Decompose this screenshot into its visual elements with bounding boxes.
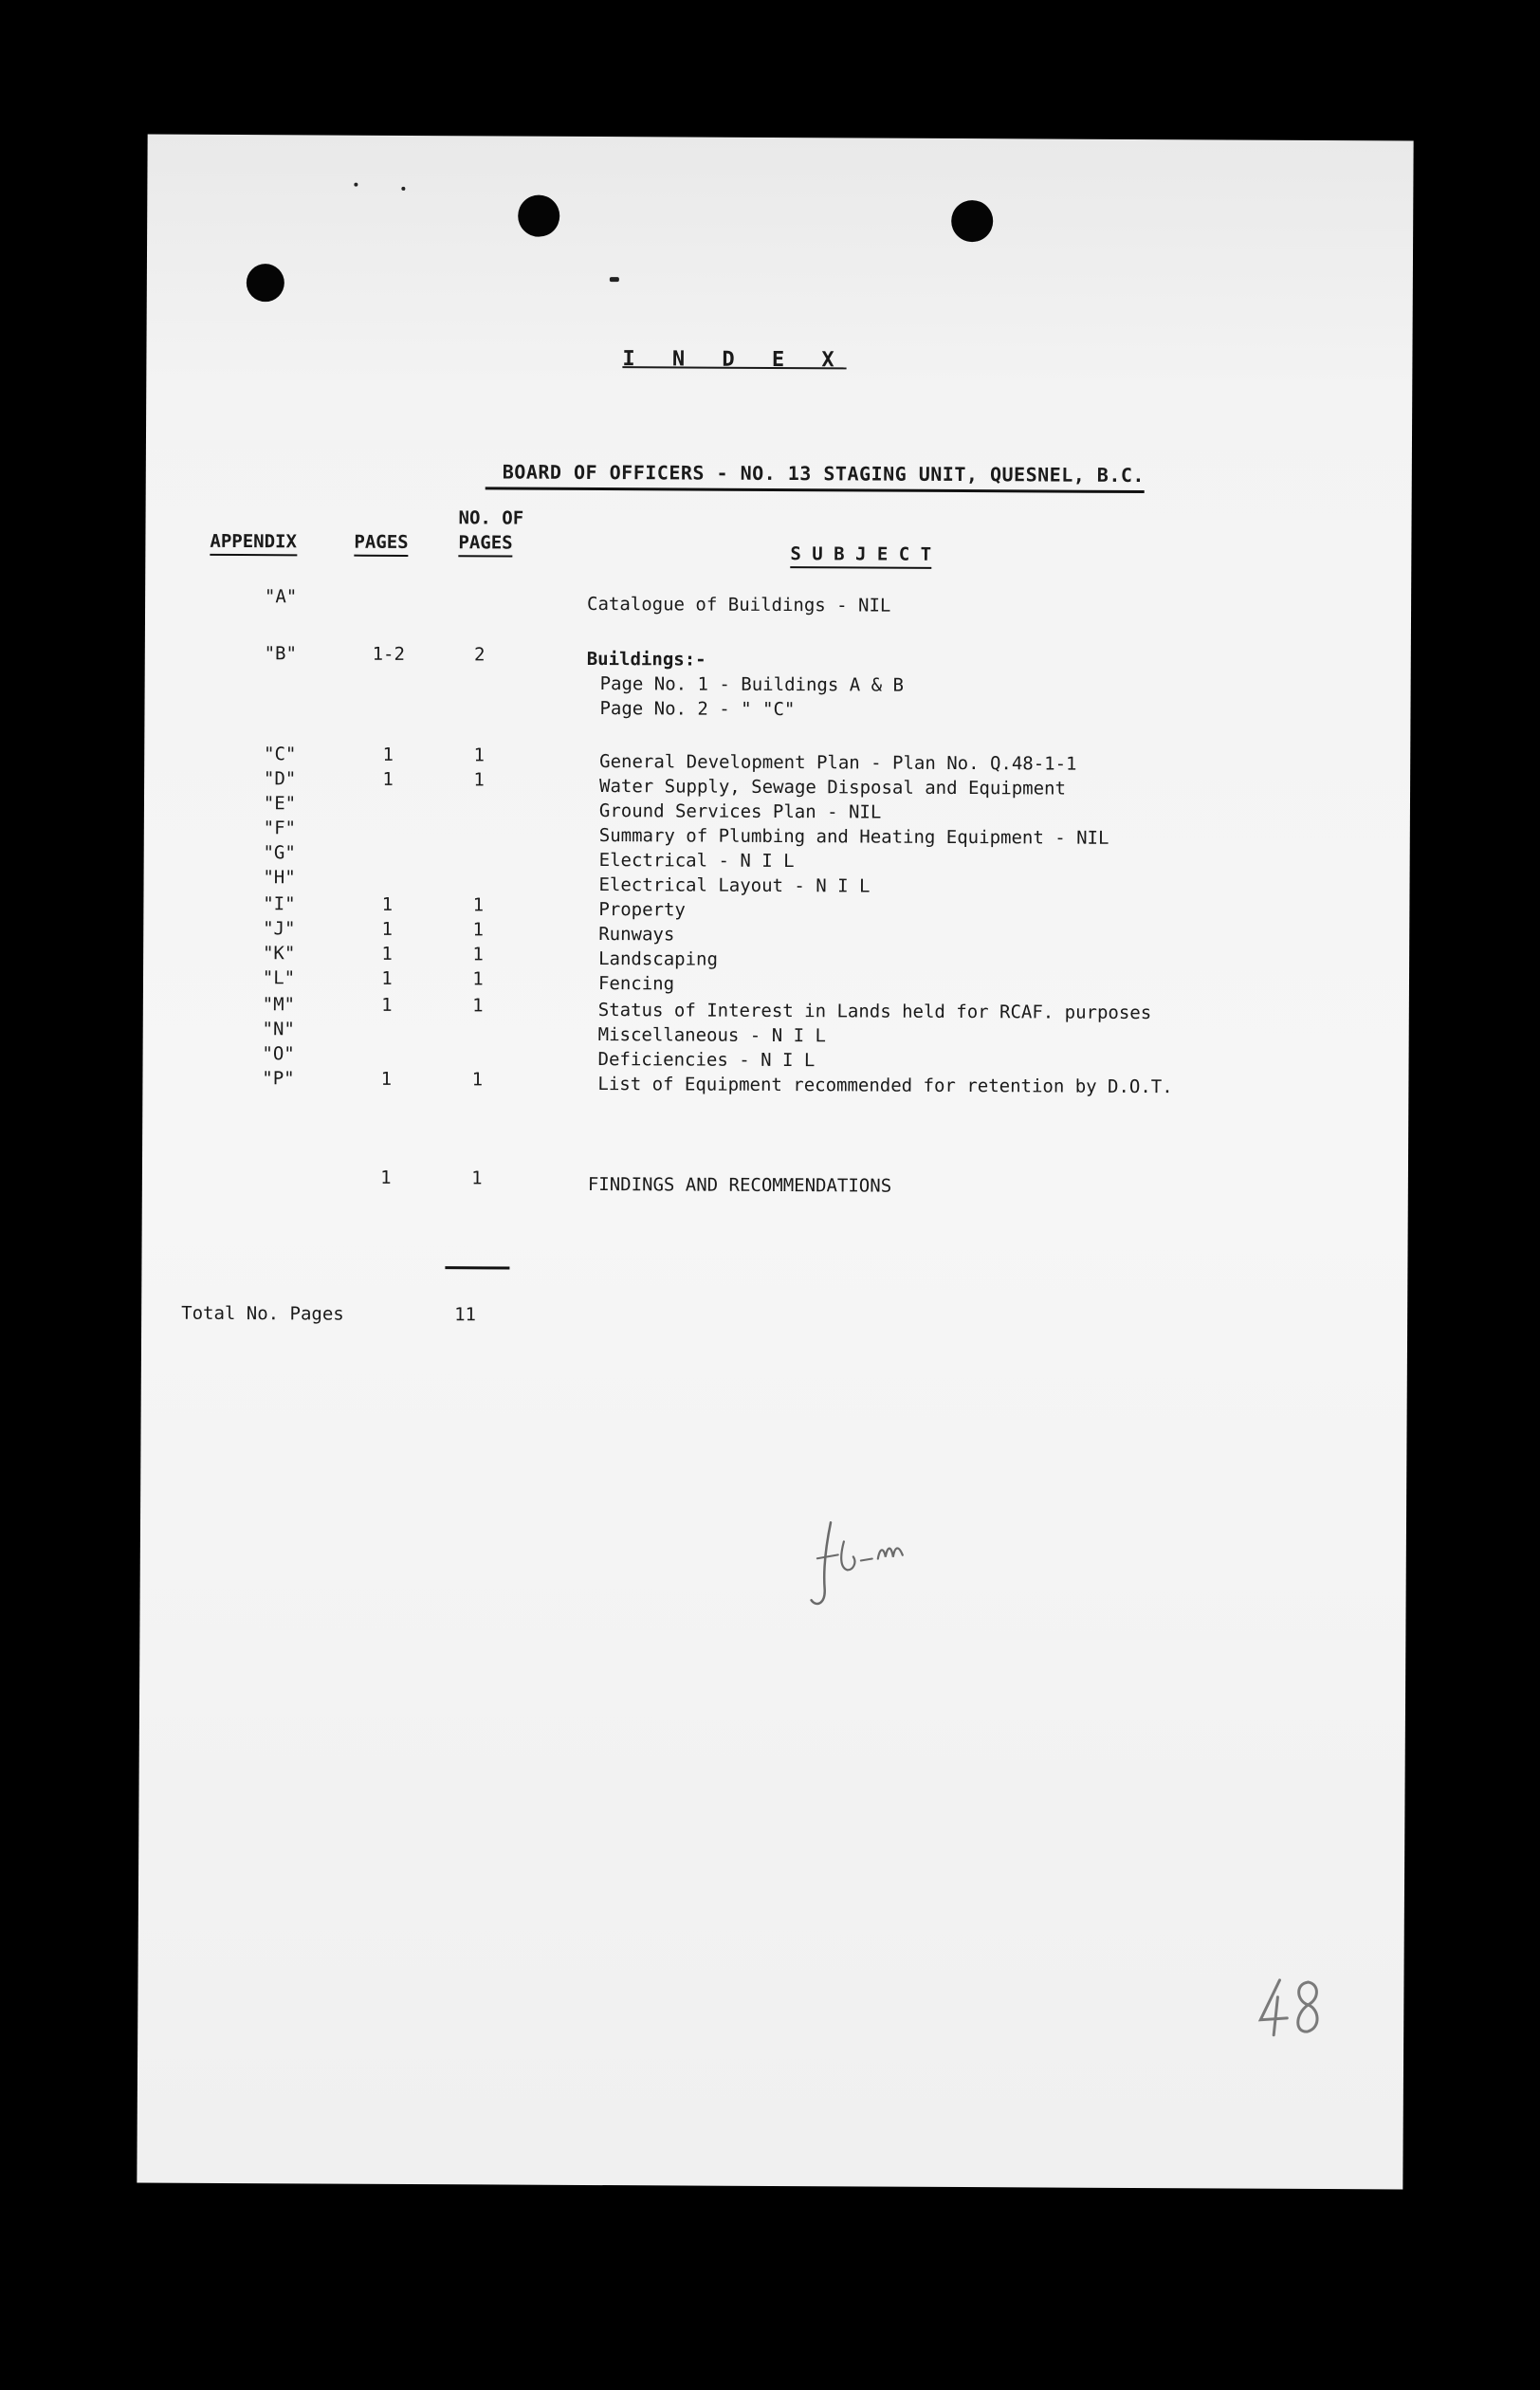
row-appendix: "F"	[263, 818, 297, 839]
row-no-pages: 1	[471, 1167, 483, 1189]
row-subject: Miscellaneous - N I L	[597, 1024, 826, 1047]
row-subject: Electrical Layout - N I L	[598, 874, 871, 897]
row-appendix: "I"	[263, 893, 296, 915]
header-pages: PAGES	[354, 532, 408, 557]
row-subject: Fencing	[597, 973, 675, 995]
punch-hole	[951, 200, 993, 242]
row-pages: 1	[380, 1068, 393, 1090]
row-subject: Ground Services Plan - NIL	[598, 800, 882, 823]
row-pages: 1	[381, 994, 393, 1016]
row-appendix: "H"	[263, 867, 296, 889]
row-no-pages: 1	[472, 995, 484, 1017]
row-subject: Property	[598, 899, 686, 921]
row-no-pages: 1	[471, 1069, 484, 1091]
row-pages: 1	[381, 967, 393, 989]
row-appendix: "M"	[262, 994, 296, 1016]
row-no-pages: 1	[472, 968, 484, 990]
row-pages: 1	[381, 893, 394, 915]
total-label: Total No. Pages	[181, 1302, 344, 1325]
punch-hole	[247, 264, 284, 302]
row-appendix: "K"	[262, 943, 296, 965]
row-subject: Water Supply, Sewage Disposal and Equipment	[599, 776, 1067, 800]
handwritten-page-number	[1253, 1973, 1329, 2049]
row-subject: FINDINGS AND RECOMMENDATIONS	[587, 1173, 892, 1197]
board-heading: BOARD OF OFFICERS - NO. 13 STAGING UNIT, QUESNEL, B.C.	[486, 460, 1145, 493]
header-no-pages: PAGES	[458, 532, 512, 557]
row-appendix: "E"	[263, 793, 297, 815]
ink-speck	[610, 277, 619, 282]
row-appendix: "B"	[264, 643, 298, 665]
row-subject: Deficiencies - N I L	[597, 1049, 816, 1072]
row-appendix: "O"	[262, 1043, 295, 1065]
total-value: 11	[454, 1304, 477, 1326]
row-pages: 1	[381, 943, 393, 965]
header-appendix: APPENDIX	[210, 531, 297, 556]
row-subject: List of Equipment recommended for retention by D.O.T.	[597, 1074, 1173, 1098]
row-pages: 1	[382, 768, 394, 790]
row-appendix: "P"	[262, 1068, 295, 1090]
row-no-pages: 1	[473, 769, 485, 791]
row-pages: 1-2	[372, 643, 406, 665]
row-subject: Electrical - N I L	[598, 850, 795, 873]
row-appendix: "L"	[262, 967, 296, 989]
index-title: I N D E X	[622, 347, 847, 373]
row-subject: Summary of Plumbing and Heating Equipment - NIL	[598, 825, 1109, 849]
row-pages: 1	[380, 1167, 392, 1188]
row-subject: Catalogue of Buildings - NIL	[587, 593, 891, 616]
ink-speck	[354, 183, 358, 187]
row-appendix: "A"	[264, 586, 298, 608]
row-no-pages: 2	[474, 644, 486, 666]
row-no-pages: 1	[472, 919, 485, 941]
row-appendix: "G"	[263, 842, 296, 864]
row-appendix: "J"	[263, 918, 296, 940]
row-subject: Page No. 2 - " "C"	[599, 698, 796, 721]
header-no-of: NO. OF	[458, 507, 524, 529]
row-subject: Buildings:-	[586, 648, 706, 671]
ink-speck	[401, 187, 405, 191]
row-subject: Runways	[598, 924, 675, 946]
handwritten-initials	[803, 1513, 946, 1618]
punch-hole	[518, 195, 559, 237]
row-no-pages: 1	[473, 745, 486, 766]
header-subject: S U B J E C T	[790, 543, 931, 569]
row-subject: Page No. 1 - Buildings A & B	[599, 673, 904, 696]
row-appendix: "C"	[264, 744, 297, 765]
row-pages: 1	[382, 744, 394, 765]
row-appendix: "N"	[262, 1019, 295, 1040]
row-subject: Status of Interest in Lands held for RCAF. purposes	[597, 1000, 1152, 1024]
document-sheet	[137, 135, 1413, 2190]
row-no-pages: 1	[472, 944, 484, 965]
row-appendix: "D"	[263, 768, 297, 790]
total-rule	[445, 1266, 509, 1269]
row-no-pages: 1	[472, 894, 485, 916]
row-subject: Landscaping	[598, 948, 719, 970]
row-subject: General Development Plan - Plan No. Q.48-1-1	[599, 751, 1077, 775]
row-pages: 1	[381, 918, 394, 940]
